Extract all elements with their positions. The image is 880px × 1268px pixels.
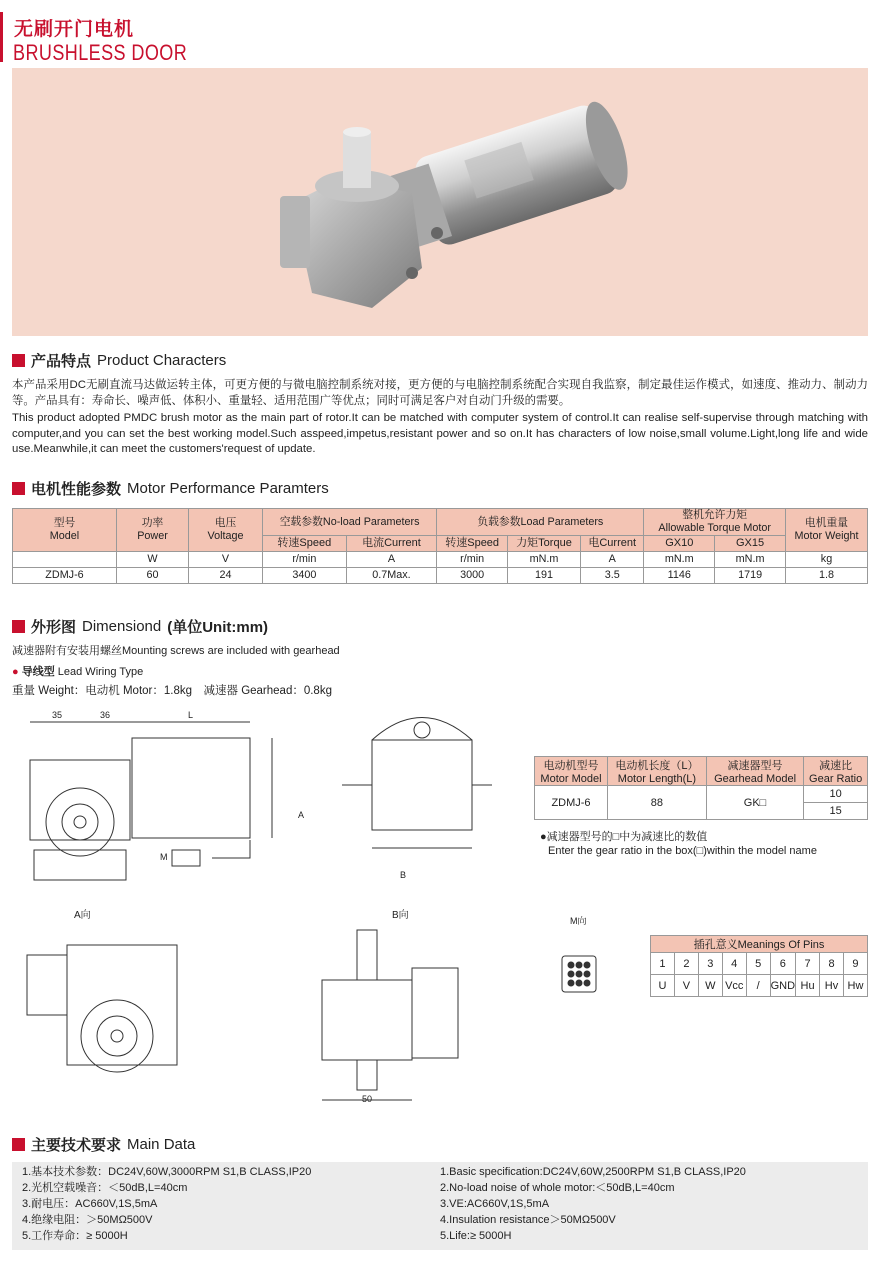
dim-b: B xyxy=(400,870,407,880)
characters-heading-en: Product Characters xyxy=(97,352,227,369)
ratio-cell: 15 xyxy=(804,803,868,820)
th-sub: 力矩Torque xyxy=(508,536,581,552)
dimension-heading-unit: (单位Unit:mm) xyxy=(167,619,269,636)
unit-cell: A xyxy=(581,552,644,568)
th-model: 型号 Model xyxy=(13,509,117,552)
data-cell: 1.8 xyxy=(786,568,868,584)
unit-cell: V xyxy=(189,552,263,568)
th-sub: GX10 xyxy=(644,536,715,552)
data-row xyxy=(13,568,868,584)
th-power: 功率 Power xyxy=(117,509,189,552)
pin-meaning: Hu xyxy=(796,975,820,997)
section-marker xyxy=(12,1138,25,1151)
main-data-right xyxy=(440,1164,746,1244)
spec-line: 5.工作寿命：≥ 5000H xyxy=(22,1230,128,1242)
pin-number: 5 xyxy=(746,953,770,975)
data-cell: 1146 xyxy=(644,568,715,584)
section-performance xyxy=(12,478,329,499)
main-data-heading-en: Main Data xyxy=(127,1136,196,1153)
pin-meaning: W xyxy=(698,975,722,997)
performance-table xyxy=(12,508,868,584)
units-row xyxy=(13,552,868,568)
section-marker xyxy=(12,482,25,495)
accent-bar xyxy=(0,12,3,62)
pin-meaning: Hv xyxy=(820,975,844,997)
data-cell: 24 xyxy=(189,568,263,584)
performance-heading-cn: 电机性能参数 xyxy=(31,481,122,498)
th-noload: 空载参数No-load Parameters xyxy=(263,509,437,536)
connector-diagram xyxy=(540,912,620,1017)
section-marker xyxy=(12,354,25,367)
unit-cell: r/min xyxy=(263,552,347,568)
th-load: 负载参数Load Parameters xyxy=(437,509,644,536)
data-cell: 60 xyxy=(117,568,189,584)
page-header xyxy=(0,6,300,64)
motor-illustration xyxy=(12,68,868,336)
motor-model-cell: ZDMJ-6 xyxy=(535,786,608,820)
characters-text-cn: 本产品采用DC无刷直流马达做运转主体，可更方便的与微电脑控制系统对接，更方便的与电脑控制系统配合实现自我监察，制定最佳运作模式，如速度、推动力、制动力等。产品具有：寿命长、噪声低、体积小、重量轻、适用范围广等优点；同时可满足客户对自动门升级的需要。 xyxy=(12,379,868,407)
pin-number: 2 xyxy=(674,953,698,975)
unit-cell: r/min xyxy=(437,552,508,568)
pin-number: 3 xyxy=(698,953,722,975)
pin-meaning: V xyxy=(674,975,698,997)
pin-number: 1 xyxy=(651,953,675,975)
gear-note-cn: ●减速器型号的□中为减速比的数值 xyxy=(540,831,708,843)
pin-meaning: Vcc xyxy=(722,975,746,997)
dim-a: A xyxy=(298,810,305,820)
unit-cell: A xyxy=(346,552,437,568)
bullet-icon: ● xyxy=(12,666,19,678)
spec-line: 3.VE:AC660V,1S,5mA xyxy=(440,1198,550,1210)
characters-text-en: This product adopted PMDC brush motor as the main part of rotor.It can be matched with computer system of control.It can realise self-supervise through matching with computer,and you can set the best working model.Such asspeed,impetus,resistant power and so on.It has characters of low noise,small volume.Light,long life and wide use.Meanwhile,it can meet the customers'request of update. xyxy=(12,412,868,455)
section-characters xyxy=(12,350,226,371)
unit-cell: kg xyxy=(786,552,868,568)
unit-cell: mN.m xyxy=(508,552,581,568)
data-cell: 3400 xyxy=(263,568,347,584)
dim-50: 50 xyxy=(362,1094,373,1104)
motor-length-cell: 88 xyxy=(608,786,707,820)
th-motor-length: 电动机长度（L） Motor Length(L) xyxy=(608,757,707,786)
spec-line: 3.耐电压：AC660V,1S,5mA xyxy=(22,1198,158,1210)
th-sub: GX15 xyxy=(715,536,786,552)
spec-line: 2.光机空载噪音：＜50dB,L=40cm xyxy=(22,1182,188,1194)
data-cell: 0.7Max. xyxy=(346,568,437,584)
th-torque: 整机允许力矩 Allowable Torque Motor xyxy=(644,509,786,536)
data-cell: 3.5 xyxy=(581,568,644,584)
model-table xyxy=(534,756,868,820)
th-sub: 电Current xyxy=(581,536,644,552)
pin-number: 8 xyxy=(820,953,844,975)
dimension-heading-cn: 外形图 xyxy=(31,619,77,636)
section-marker xyxy=(12,620,25,633)
title-cn: 无刷开门电机 xyxy=(14,19,135,40)
wiring-type xyxy=(12,663,143,679)
pin-number: 4 xyxy=(722,953,746,975)
spec-line: 4.Insulation resistance＞50MΩ500V xyxy=(440,1214,616,1226)
spec-line: 5.Life:≥ 5000H xyxy=(440,1230,512,1242)
title-en: BRUSHLESS DOOR xyxy=(13,40,188,65)
pins-table xyxy=(650,935,868,997)
gear-note-en: Enter the gear ratio in the box(□)within the model name xyxy=(548,845,817,857)
weight-line: 重量 Weight：电动机 Motor：1.8kg 减速器 Gearhead：0.8kg xyxy=(12,685,332,697)
pin-meaning: U xyxy=(651,975,675,997)
spec-line: 2.No-load noise of whole motor:＜50dB,L=40cm xyxy=(440,1182,675,1194)
dimension-drawings xyxy=(12,700,522,1110)
spec-line: 4.绝缘电阻：＞50MΩ500V xyxy=(22,1214,153,1226)
dim-m: M xyxy=(160,852,168,862)
spec-line: 1.Basic specification:DC24V,60W,2500RPM S1,B CLASS,IP20 xyxy=(440,1166,746,1178)
dim-36: 36 xyxy=(100,710,111,720)
data-cell: 1719 xyxy=(715,568,786,584)
data-cell: 3000 xyxy=(437,568,508,584)
section-main-data xyxy=(12,1134,195,1155)
pin-meaning: GND xyxy=(770,975,795,997)
pin-meaning: Hw xyxy=(843,975,867,997)
th-weight: 电机重量 Motor Weight xyxy=(786,509,868,552)
unit-cell: W xyxy=(117,552,189,568)
main-data-left xyxy=(22,1164,311,1244)
pin-number: 7 xyxy=(796,953,820,975)
pins-title: 插孔意义Meanings Of Pins xyxy=(651,936,868,953)
data-cell: 191 xyxy=(508,568,581,584)
product-photo xyxy=(12,68,868,336)
wiring-en: Lead Wiring Type xyxy=(57,666,144,678)
main-data-heading-cn: 主要技术要求 xyxy=(31,1137,122,1154)
th-motor-model: 电动机型号 Motor Model xyxy=(535,757,608,786)
unit-cell: mN.m xyxy=(715,552,786,568)
data-cell: ZDMJ-6 xyxy=(13,568,117,584)
a-view-label: A向 xyxy=(74,910,91,921)
performance-heading-en: Motor Performance Paramters xyxy=(127,480,329,497)
th-gear-model: 减速器型号 Gearhead Model xyxy=(706,757,803,786)
wiring-cn: 导线型 xyxy=(21,666,55,678)
b-view-label: B向 xyxy=(392,910,409,921)
main-data-box xyxy=(12,1162,868,1250)
th-sub: 转速Speed xyxy=(263,536,347,552)
m-view-label: M向 xyxy=(570,916,587,926)
dim-l: L xyxy=(188,710,194,720)
characters-heading-cn: 产品特点 xyxy=(31,353,92,370)
mounting-note: 减速器附有安装用螺丝Mounting screws are included with gearhead xyxy=(12,645,340,657)
th-sub: 转速Speed xyxy=(437,536,508,552)
pin-number: 9 xyxy=(843,953,867,975)
gear-model-cell: GK□ xyxy=(706,786,803,820)
unit-cell: mN.m xyxy=(644,552,715,568)
pin-number: 6 xyxy=(770,953,795,975)
dimension-heading-en: Dimensiond xyxy=(82,618,162,635)
th-voltage: 电压 Voltage xyxy=(189,509,263,552)
th-sub: 电流Current xyxy=(346,536,437,552)
dim-35: 35 xyxy=(52,710,63,720)
th-gear-ratio: 减速比 Gear Ratio xyxy=(804,757,868,786)
section-dimension xyxy=(12,616,268,637)
pin-meaning: / xyxy=(746,975,770,997)
spec-line: 1.基本技术参数：DC24V,60W,3000RPM S1,B CLASS,IP20 xyxy=(22,1166,312,1178)
ratio-cell: 10 xyxy=(804,786,868,803)
